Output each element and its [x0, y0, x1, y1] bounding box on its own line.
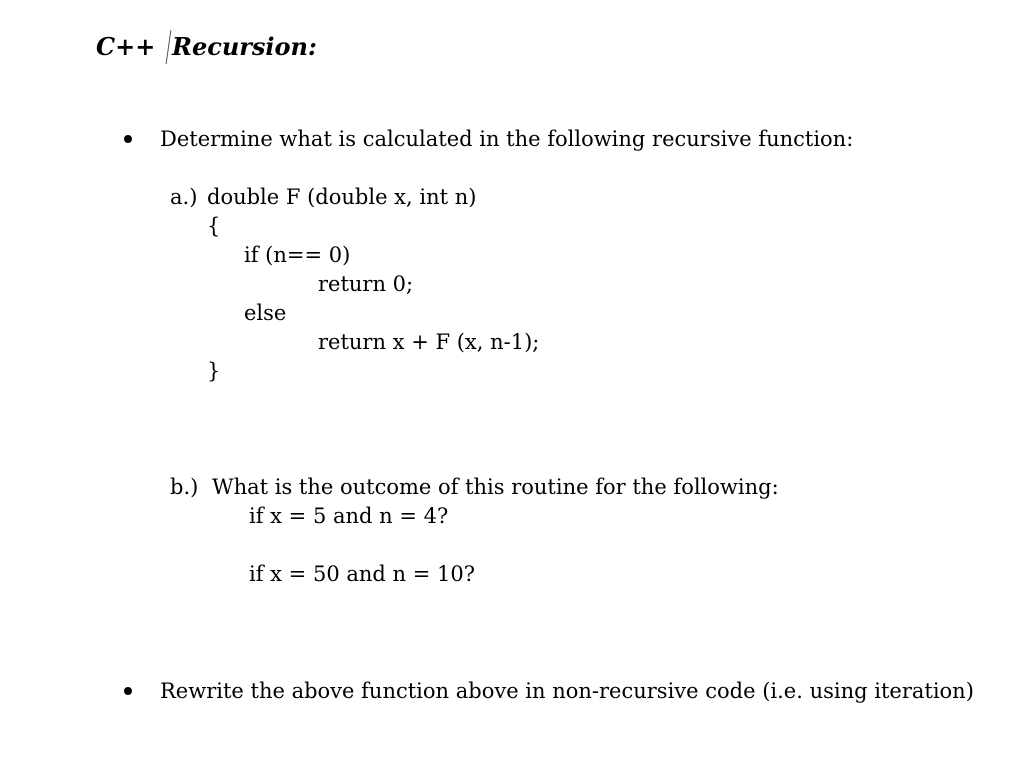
page-title: Recursion: [172, 32, 317, 61]
code-if-line: if (n== 0) [244, 243, 351, 267]
bullet-dot-1 [124, 135, 132, 143]
bullet-text-rewrite: Rewrite the above function above in non-recursive code (i.e. using iteration) [160, 679, 974, 703]
part-b-question: What is the outcome of this routine for the following: [212, 475, 779, 499]
title-language: C++ [96, 32, 156, 61]
text-cursor-mark [166, 30, 172, 64]
code-return-zero: return 0; [318, 272, 414, 296]
part-a-label: a.) [170, 185, 198, 209]
code-else-line: else [244, 301, 287, 325]
code-close-brace: } [207, 359, 221, 383]
bullet-text-determine: Determine what is calculated in the following recursive function: [160, 127, 854, 151]
code-open-brace: { [207, 214, 221, 238]
part-b-label: b.) [170, 475, 199, 499]
bullet-dot-2 [124, 687, 132, 695]
case-two: if x = 50 and n = 10? [249, 562, 475, 586]
code-signature: double F (double x, int n) [207, 185, 477, 209]
code-return-recursive: return x + F (x, n-1); [318, 330, 540, 354]
case-one: if x = 5 and n = 4? [249, 504, 449, 528]
